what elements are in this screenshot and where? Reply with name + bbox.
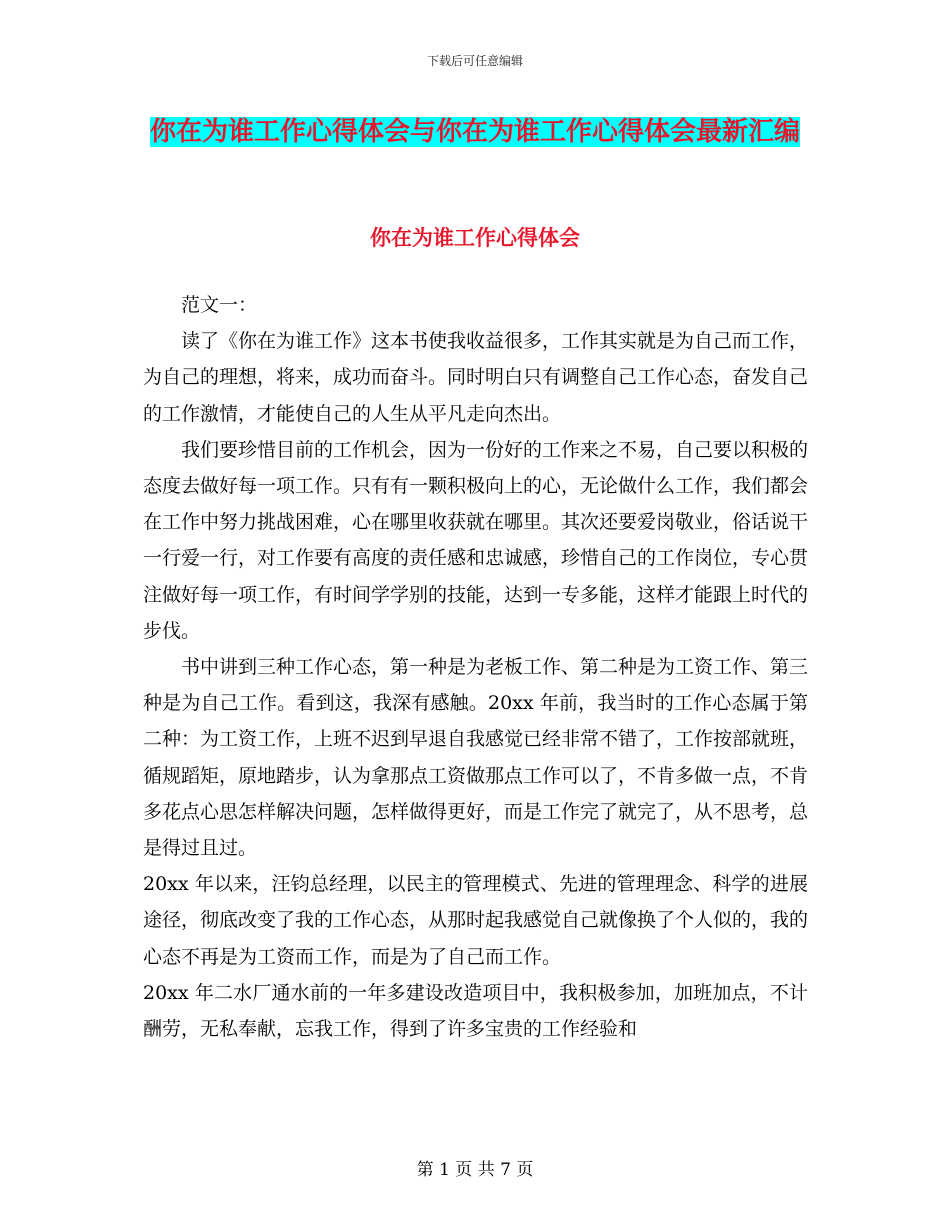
document-title-text: 你在为谁工作心得体会与你在为谁工作心得体会最新汇编 <box>150 117 801 147</box>
document-body <box>143 287 808 1047</box>
paragraph: 读了《你在为谁工作》这本书使我收益很多，工作其实就是为自己而工作，为自己的理想，将来，成功而奋斗。同时明白只有调整自己工作心态，奋发自己的工作激情，才能使自己的人生从平凡走向杰出。 <box>143 330 809 425</box>
page-number-footer: 第 1 页 共 7 页 <box>416 1160 534 1180</box>
paragraph: 我们要珍惜目前的工作机会，因为一份好的工作来之不易，自己要以积极的态度去做好每一项工作。只有有一颗积极向上的心，无论做什么工作，我们都会在工作中努力挑战困难，心在哪里收获就在哪里。其次还要爱岗敬业，俗话说干一行爱一行，对工作要有高度的责任感和忠诚感，珍惜自己的工作岗位，专心贯注做好每一项工作，有时间学学别的技能，达到一专多能，这样才能跟上时代的步伐。 <box>143 438 809 642</box>
paragraph: 20xx 年以来，汪钧总经理，以民主的管理模式、先进的管理理念、科学的进展途径，彻底改变了我的工作心态，从那时起我感觉自己就像换了个人似的，我的心态不再是为工资而工作，而是为了自己而工作。 <box>143 873 809 968</box>
paragraph: 20xx 年二水厂通水前的一年多建设改造项目中，我积极参加，加班加点，不计酬劳，无私奉献，忘我工作，得到了许多宝贵的工作经验和 <box>143 981 808 1041</box>
paragraph: 书中讲到三种工作心态，第一种是为老板工作、第二种是为工资工作、第三种是为自己工作。看到这，我深有感触。20xx 年前，我当时的工作心态属于第二种：为工资工作，上班不迟到早退自我感觉已经非常不错了，工作按部就班，循规蹈矩，原地踏步，认为拿那点工资做那点工作可以了，不肯多做一点，不肯多花点心思怎样解决问题，怎样做得更好，而是工作完了就完了，从不思考，总是得过且过。 <box>143 656 809 860</box>
document-title <box>150 110 800 154</box>
page-header-note: 下载后可任意编辑 <box>426 54 523 68</box>
section-title: 你在为谁工作心得体会 <box>370 226 580 250</box>
paragraph: 范文一： <box>181 294 258 316</box>
